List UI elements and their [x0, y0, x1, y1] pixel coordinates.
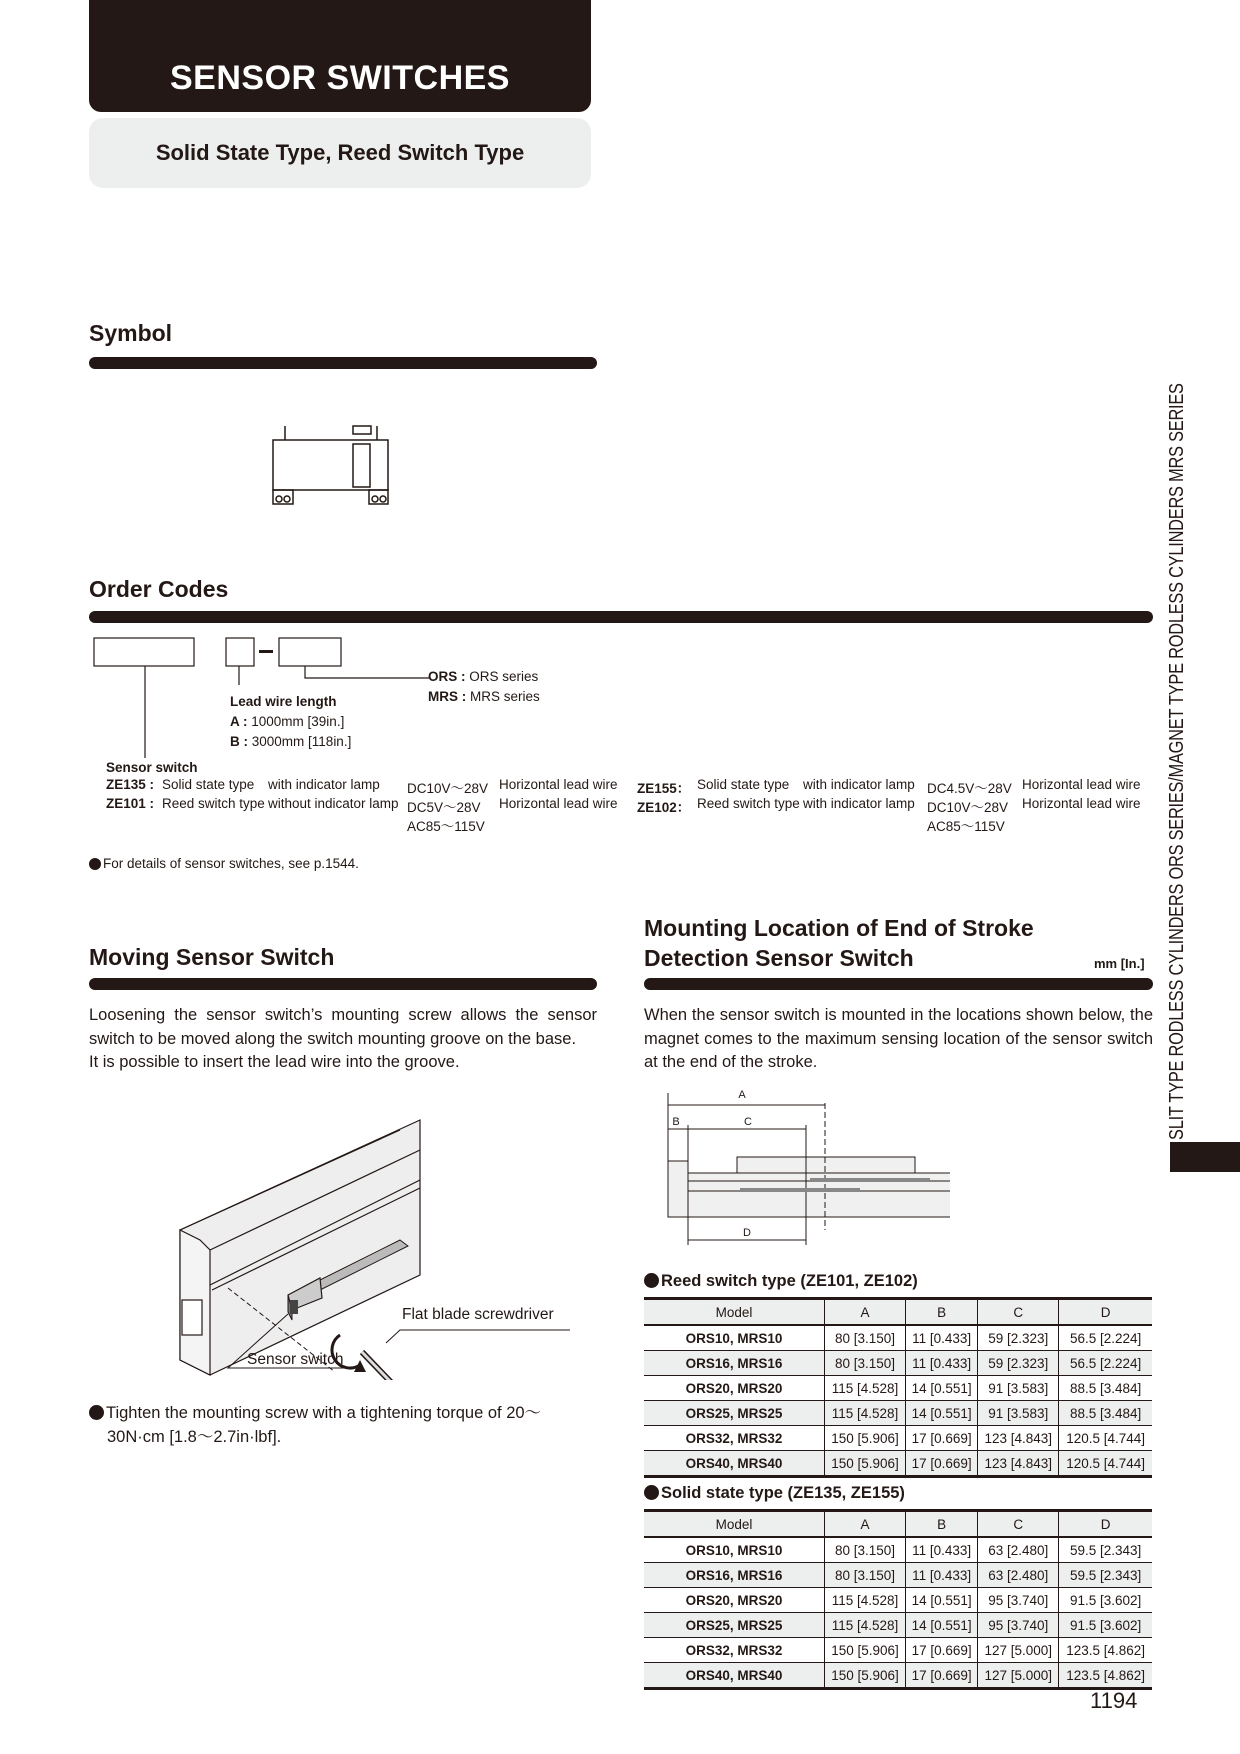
- page-subtitle-banner: [89, 118, 591, 188]
- side-section-label: SLIT TYPE RODLESS CYLINDERS ORS SERIES/MAGNET TYPE RODLESS CYLINDERS MRS SERIES: [1166, 383, 1188, 1140]
- series-options: ORS : ORS series MRS : MRS series: [428, 669, 540, 704]
- section-divider: [89, 611, 1153, 623]
- mounting-description: When the sensor switch is mounted in the locations shown below, the magnet comes to the maximum sensing location of the sensor switch at the end of the stroke.: [644, 1006, 1153, 1071]
- dimension-cell: 56.5 [2.224]: [1059, 1351, 1152, 1376]
- dimension-cell: 80 [3.150]: [825, 1325, 906, 1351]
- table-row: [644, 1563, 1152, 1588]
- dimension-cell: 59.5 [2.343]: [1059, 1563, 1152, 1588]
- table-header-row: Model A B C D: [644, 1511, 1152, 1538]
- model-cell: ORS32, MRS32: [644, 1426, 825, 1451]
- reed-switch-dimension-table: [644, 1297, 1152, 1478]
- table-row: [644, 1325, 1152, 1351]
- model-cell: ORS40, MRS40: [644, 1451, 825, 1477]
- order-codes-section-title: Order Codes: [89, 576, 229, 602]
- dimension-cell: 150 [5.906]: [825, 1451, 906, 1477]
- dimension-cell: 88.5 [3.484]: [1059, 1376, 1152, 1401]
- bullet-icon: [89, 1405, 104, 1420]
- dimension-cell: 150 [5.906]: [825, 1426, 906, 1451]
- dimension-cell: 11 [0.433]: [905, 1351, 977, 1376]
- dimension-cell: 14 [0.551]: [905, 1613, 977, 1638]
- dimension-cell: 80 [3.150]: [825, 1537, 906, 1563]
- dimension-cell: 95 [3.740]: [978, 1613, 1059, 1638]
- order-codes-note: [89, 856, 359, 871]
- table-row: [644, 1351, 1152, 1376]
- model-cell: ORS10, MRS10: [644, 1325, 825, 1351]
- dimension-cell: 127 [5.000]: [978, 1663, 1059, 1689]
- table-row: [644, 1588, 1152, 1613]
- page-subtitle: Solid State Type, Reed Switch Type: [155, 140, 525, 165]
- dimension-cell: 115 [4.528]: [825, 1588, 906, 1613]
- table-header-row: Model A B C D: [644, 1299, 1152, 1326]
- bullet-icon: [644, 1273, 659, 1288]
- dimension-cell: 17 [0.669]: [905, 1638, 977, 1663]
- symbol-section-title: Symbol: [89, 320, 173, 346]
- sensor-switch-symbol: [265, 420, 405, 520]
- dimension-cell: 150 [5.906]: [825, 1638, 906, 1663]
- bullet-icon: [89, 858, 101, 870]
- dimension-cell: 14 [0.551]: [905, 1401, 977, 1426]
- dimension-cell: 115 [4.528]: [825, 1401, 906, 1426]
- screwdriver-label: Flat blade screwdriver: [402, 1306, 554, 1323]
- model-cell: ORS25, MRS25: [644, 1401, 825, 1426]
- dimension-cell: 123 [4.843]: [978, 1426, 1059, 1451]
- section-divider: [89, 357, 597, 369]
- dimension-label-b: B: [672, 1116, 680, 1128]
- model-cell: ORS20, MRS20: [644, 1376, 825, 1401]
- moving-section-title: Moving Sensor Switch: [89, 944, 335, 970]
- table-row: [644, 1663, 1152, 1689]
- moving-sensor-illustration: [170, 1110, 570, 1380]
- dimension-cell: 80 [3.150]: [825, 1563, 906, 1588]
- model-cell: ORS10, MRS10: [644, 1537, 825, 1563]
- dimension-cell: 91.5 [3.602]: [1059, 1588, 1152, 1613]
- table-row: [644, 1613, 1152, 1638]
- model-cell: ORS20, MRS20: [644, 1588, 825, 1613]
- torque-note: Tighten the mounting screw with a tightening torque of 20～30N·cm [1.8～2.7in·lbf].: [89, 1402, 577, 1449]
- series-code-box: [279, 638, 341, 666]
- dimension-cell: 59 [2.323]: [978, 1325, 1059, 1351]
- dimension-cell: 14 [0.551]: [905, 1588, 977, 1613]
- dimension-cell: 59 [2.323]: [978, 1351, 1059, 1376]
- see-page-reference: For details of sensor switches, see p.1544.: [103, 856, 359, 871]
- mounting-dimension-diagram: [660, 1085, 950, 1245]
- dimension-cell: 91 [3.583]: [978, 1376, 1059, 1401]
- model-cell: ORS40, MRS40: [644, 1663, 825, 1689]
- dimension-cell: 63 [2.480]: [978, 1563, 1059, 1588]
- dimension-cell: 11 [0.433]: [905, 1325, 977, 1351]
- dimension-cell: 17 [0.669]: [905, 1451, 977, 1477]
- table-row: [644, 1451, 1152, 1477]
- section-divider: [89, 978, 597, 990]
- table-row: [644, 1376, 1152, 1401]
- dimension-cell: 88.5 [3.484]: [1059, 1401, 1152, 1426]
- dimension-cell: 127 [5.000]: [978, 1638, 1059, 1663]
- lead-wire-label: Lead wire length: [230, 694, 337, 709]
- dimension-cell: 56.5 [2.224]: [1059, 1325, 1152, 1351]
- table-row: [644, 1537, 1152, 1563]
- dimension-cell: 17 [0.669]: [905, 1663, 977, 1689]
- unit-label: mm [In.]: [1094, 956, 1145, 971]
- dimension-cell: 17 [0.669]: [905, 1426, 977, 1451]
- model-cell: ORS25, MRS25: [644, 1613, 825, 1638]
- dimension-cell: 120.5 [4.744]: [1059, 1426, 1152, 1451]
- table-row: [644, 1426, 1152, 1451]
- dimension-cell: 59.5 [2.343]: [1059, 1537, 1152, 1563]
- dimension-cell: 120.5 [4.744]: [1059, 1451, 1152, 1477]
- dimension-cell: 115 [4.528]: [825, 1376, 906, 1401]
- sensor-switch-label: Sensor switch: [106, 760, 198, 775]
- sensor-switch-code-box: [94, 638, 194, 666]
- lead-wire-code-box: [226, 638, 254, 666]
- dimension-cell: 80 [3.150]: [825, 1351, 906, 1376]
- bullet-icon: [644, 1485, 659, 1500]
- dimension-cell: 11 [0.433]: [905, 1563, 977, 1588]
- dimension-cell: 91.5 [3.602]: [1059, 1613, 1152, 1638]
- mounting-section-title: Mounting Location of End of Stroke Detection Sensor Switch: [644, 915, 1034, 971]
- page-number: 1194: [1090, 1688, 1138, 1713]
- dimension-cell: 123.5 [4.862]: [1059, 1663, 1152, 1689]
- dimension-label-d: D: [743, 1227, 751, 1239]
- dimension-cell: 14 [0.551]: [905, 1376, 977, 1401]
- dimension-cell: 11 [0.433]: [905, 1537, 977, 1563]
- dimension-label-a: A: [738, 1089, 746, 1101]
- model-cell: ORS32, MRS32: [644, 1638, 825, 1663]
- side-tab-marker: [1170, 1142, 1240, 1172]
- dimension-label-c: C: [744, 1116, 752, 1128]
- dimension-cell: 91 [3.583]: [978, 1401, 1059, 1426]
- section-divider: [644, 978, 1153, 990]
- table-row: [644, 1401, 1152, 1426]
- dimension-cell: 150 [5.906]: [825, 1663, 906, 1689]
- page-title: SENSOR SWITCHES: [170, 59, 510, 97]
- dimension-cell: 123.5 [4.862]: [1059, 1638, 1152, 1663]
- solid-state-dimension-table: [644, 1509, 1152, 1690]
- sensor-switch-callout: Sensor switch: [247, 1351, 344, 1368]
- moving-description: Loosening the sensor switch’s mounting screw allows the sensor switch to be moved along the switch mounting groove on the base. It is possible to insert the lead wire into the groove.: [89, 1006, 597, 1071]
- reed-table-title: Reed switch type (ZE101, ZE102): [644, 1272, 918, 1291]
- table-row: [644, 1638, 1152, 1663]
- dimension-cell: 95 [3.740]: [978, 1588, 1059, 1613]
- model-cell: ORS16, MRS16: [644, 1563, 825, 1588]
- lead-wire-options: Lead wire length A : 1000mm [39in.] B : 3000mm [118in.]: [230, 694, 352, 749]
- dimension-cell: 63 [2.480]: [978, 1537, 1059, 1563]
- dimension-cell: 123 [4.843]: [978, 1451, 1059, 1477]
- solid-table-title: Solid state type (ZE135, ZE155): [644, 1484, 905, 1503]
- model-cell: ORS16, MRS16: [644, 1351, 825, 1376]
- page-title-banner: [89, 0, 591, 112]
- dimension-cell: 115 [4.528]: [825, 1613, 906, 1638]
